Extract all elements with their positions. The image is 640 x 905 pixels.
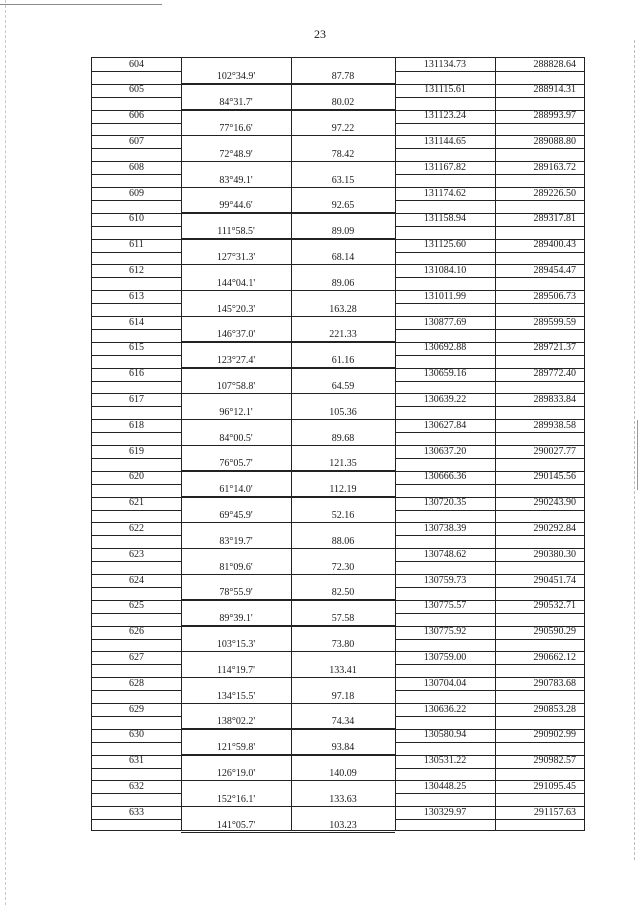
point-number: 626 — [129, 626, 144, 638]
distance-value: 140.09 — [329, 768, 357, 779]
x-coordinate: 130329.97 — [423, 806, 467, 818]
point-number: 633 — [129, 806, 144, 818]
point-number: 625 — [129, 600, 144, 612]
row-rule — [92, 432, 181, 433]
distance-value: 64.59 — [331, 381, 355, 392]
distance-value: 103.23 — [329, 819, 357, 831]
row-rule — [181, 548, 395, 549]
row-rule — [395, 768, 584, 769]
row-rule — [395, 303, 584, 304]
point-number: 605 — [129, 84, 144, 96]
row-rule — [395, 639, 584, 640]
y-coordinate: 289400.43 — [533, 239, 576, 251]
point-number: 627 — [129, 651, 144, 663]
x-coordinate: 130704.04 — [423, 677, 467, 689]
row-rule — [181, 574, 395, 575]
row-rule — [395, 97, 584, 98]
row-rule — [92, 303, 181, 304]
row-rule — [181, 109, 395, 110]
point-number: 617 — [129, 393, 144, 405]
row-rule — [395, 484, 584, 485]
angle-value: 126°19.0' — [216, 768, 256, 779]
row-rule — [181, 703, 395, 704]
row-rule — [181, 135, 395, 136]
angle-value: 69°45.9' — [219, 510, 253, 521]
angle-value: 81°09.6' — [219, 561, 253, 573]
row-rule — [92, 768, 181, 769]
row-rule — [92, 252, 181, 253]
row-rule — [181, 316, 395, 317]
y-coordinate: 290532.71 — [533, 600, 576, 612]
row-rule — [181, 212, 395, 213]
point-number: 631 — [129, 755, 144, 767]
distance-value: 87.78 — [331, 71, 355, 83]
row-rule — [181, 161, 395, 162]
row-rule — [395, 613, 584, 614]
distance-value: 97.18 — [331, 690, 355, 702]
row-rule — [92, 639, 181, 640]
x-coordinate: 130531.22 — [423, 755, 467, 767]
x-coordinate: 130627.84 — [423, 419, 467, 431]
distance-value: 92.65 — [331, 200, 355, 212]
x-coordinate: 130748.62 — [423, 548, 467, 560]
distance-value: 105.36 — [329, 406, 357, 418]
x-coordinate: 131134.73 — [423, 58, 467, 70]
row-rule — [395, 174, 584, 175]
row-rule — [92, 484, 181, 485]
y-coordinate: 288993.97 — [533, 110, 576, 122]
row-rule — [92, 535, 181, 536]
row-rule — [395, 742, 584, 743]
row-rule — [395, 406, 584, 407]
row-rule — [92, 819, 181, 820]
distance-value: 63.15 — [331, 174, 355, 186]
angle-value: 77°16.6' — [219, 123, 253, 134]
point-number: 622 — [129, 522, 144, 534]
x-coordinate: 130636.22 — [423, 703, 467, 715]
row-rule — [181, 522, 395, 523]
point-number: 632 — [129, 780, 144, 792]
x-coordinate: 130580.94 — [423, 729, 467, 741]
row-rule — [92, 716, 181, 717]
point-number: 611 — [129, 239, 144, 251]
y-coordinate: 289599.59 — [533, 316, 576, 328]
y-coordinate: 289088.80 — [533, 135, 576, 147]
row-rule — [181, 754, 395, 755]
distance-value: 68.14 — [331, 252, 355, 263]
angle-value: 89°39.1' — [219, 613, 253, 625]
row-rule — [395, 252, 584, 253]
row-rule — [395, 664, 584, 665]
angle-value: 99°44.6' — [219, 200, 253, 212]
y-coordinate: 290380.30 — [533, 548, 576, 560]
row-rule — [181, 445, 395, 446]
distance-value: 74.34 — [331, 716, 355, 728]
y-coordinate: 290451.74 — [533, 574, 576, 586]
y-coordinate: 289833.84 — [533, 393, 576, 405]
y-coordinate: 288914.31 — [533, 84, 576, 96]
row-rule — [395, 793, 584, 794]
point-number: 609 — [129, 187, 144, 199]
y-coordinate: 290902.99 — [533, 729, 576, 741]
angle-value: 146°37.0' — [216, 329, 256, 341]
row-rule — [92, 123, 181, 124]
x-coordinate: 131174.62 — [423, 187, 467, 199]
point-number: 606 — [129, 110, 144, 122]
point-number: 608 — [129, 161, 144, 173]
angle-value: 145°20.3' — [216, 303, 256, 315]
angle-value: 111°58.5' — [217, 226, 255, 238]
y-coordinate: 290783.68 — [533, 677, 576, 689]
row-rule — [92, 793, 181, 794]
y-coordinate: 289454.47 — [533, 264, 576, 276]
row-rule — [181, 599, 395, 600]
point-number: 620 — [129, 471, 144, 483]
point-number: 621 — [129, 497, 144, 509]
distance-value: 221.33 — [329, 329, 357, 341]
point-number: 607 — [129, 135, 144, 147]
y-coordinate: 290292.84 — [533, 522, 576, 534]
y-coordinate: 289506.73 — [533, 290, 576, 302]
row-rule — [395, 226, 584, 227]
x-coordinate: 131167.82 — [423, 161, 467, 173]
angle-value: 96°12.1' — [219, 406, 253, 418]
angle-value: 144°04.1' — [216, 277, 256, 289]
row-rule — [92, 71, 181, 72]
row-rule — [92, 561, 181, 562]
distance-value: 93.84 — [331, 742, 355, 754]
x-coordinate: 131158.94 — [423, 213, 467, 225]
x-coordinate: 130639.22 — [423, 393, 467, 405]
row-rule — [181, 83, 395, 84]
row-rule — [92, 97, 181, 98]
row-rule — [181, 187, 395, 188]
distance-value: 73.80 — [331, 639, 355, 650]
scan-edge-top — [0, 4, 162, 5]
distance-value: 163.28 — [329, 303, 357, 315]
row-rule — [181, 625, 395, 626]
angle-value: 61°14.0' — [219, 484, 253, 496]
x-coordinate: 130775.92 — [423, 626, 467, 638]
row-rule — [181, 238, 395, 239]
x-coordinate: 130637.20 — [423, 445, 467, 457]
row-rule — [395, 148, 584, 149]
y-coordinate: 289317.81 — [533, 213, 576, 225]
row-rule — [181, 367, 395, 368]
row-rule — [395, 458, 584, 459]
row-rule — [92, 587, 181, 588]
point-number: 623 — [129, 548, 144, 560]
row-rule — [92, 690, 181, 691]
angle-value: 83°19.7' — [219, 535, 253, 547]
y-coordinate: 289721.37 — [533, 342, 576, 354]
y-coordinate: 290243.90 — [533, 497, 576, 509]
y-coordinate: 289772.40 — [533, 368, 576, 380]
angle-value: 84°00.5' — [219, 432, 253, 444]
row-rule — [395, 561, 584, 562]
distance-value: 133.41 — [329, 664, 357, 676]
row-rule — [395, 510, 584, 511]
distance-value: 82.50 — [331, 587, 355, 599]
distance-value: 97.22 — [331, 123, 355, 134]
row-rule — [92, 664, 181, 665]
row-rule — [92, 381, 181, 382]
point-number: 624 — [129, 574, 144, 586]
y-coordinate: 289938.58 — [533, 419, 576, 431]
x-coordinate: 130666.36 — [423, 471, 467, 483]
row-rule — [395, 71, 584, 72]
y-coordinate: 291095.45 — [533, 780, 576, 792]
y-coordinate: 290853.28 — [533, 703, 576, 715]
x-coordinate: 131011.99 — [423, 290, 467, 302]
angle-value: 107°58.8' — [216, 381, 256, 392]
distance-value: 112.19 — [329, 484, 357, 496]
y-coordinate: 290662.12 — [533, 651, 576, 663]
distance-value: 57.58 — [331, 613, 355, 625]
distance-value: 89.68 — [331, 432, 355, 444]
row-rule — [395, 329, 584, 330]
page-number: 23 — [314, 27, 326, 41]
distance-value: 52.16 — [331, 510, 355, 521]
x-coordinate: 131123.24 — [423, 110, 467, 122]
row-rule — [92, 329, 181, 330]
x-coordinate: 131115.61 — [424, 84, 466, 96]
row-rule — [395, 355, 584, 356]
row-rule — [92, 174, 181, 175]
row-rule — [92, 458, 181, 459]
point-number: 618 — [129, 419, 144, 431]
row-rule — [395, 819, 584, 820]
point-number: 610 — [129, 213, 144, 225]
point-number: 628 — [129, 677, 144, 689]
row-rule — [181, 470, 395, 471]
distance-value: 72.30 — [331, 561, 355, 573]
y-coordinate: 290145.56 — [533, 471, 576, 483]
row-rule — [181, 780, 395, 781]
distance-value: 121.35 — [329, 458, 357, 470]
row-rule — [181, 832, 395, 833]
row-rule — [395, 381, 584, 382]
row-rule — [181, 419, 395, 420]
point-number: 629 — [129, 703, 144, 715]
angle-value: 76°05.7' — [219, 458, 253, 470]
angle-value: 121°59.8' — [216, 742, 256, 754]
distance-value: 61.16 — [331, 355, 355, 367]
row-rule — [395, 716, 584, 717]
distance-value: 80.02 — [331, 97, 355, 109]
distance-value: 133.63 — [329, 793, 357, 805]
distance-value: 89.06 — [331, 277, 355, 289]
row-rule — [181, 264, 395, 265]
row-rule — [181, 728, 395, 729]
point-number: 616 — [129, 368, 144, 380]
x-coordinate: 131084.10 — [423, 264, 467, 276]
point-number: 612 — [129, 264, 144, 276]
angle-value: 152°16.1' — [216, 793, 256, 805]
y-coordinate: 290982.57 — [533, 755, 576, 767]
row-rule — [181, 290, 395, 291]
x-coordinate: 130775.57 — [423, 600, 467, 612]
row-rule — [181, 806, 395, 807]
y-coordinate: 289226.50 — [533, 187, 576, 199]
x-coordinate: 130659.16 — [423, 368, 467, 380]
row-rule — [181, 393, 395, 394]
scan-edge-right — [634, 40, 635, 860]
angle-value: 138°02.2' — [216, 716, 256, 728]
x-coordinate: 131125.60 — [423, 239, 467, 251]
row-rule — [181, 651, 395, 652]
point-number: 604 — [129, 58, 144, 70]
row-rule — [395, 587, 584, 588]
angle-value: 127°31.3' — [216, 252, 256, 263]
x-coordinate: 130692.88 — [423, 342, 467, 354]
angle-value: 102°34.9' — [216, 71, 256, 83]
angle-value: 84°31.7' — [219, 97, 253, 109]
row-rule — [92, 613, 181, 614]
coordinate-table — [91, 57, 585, 831]
row-rule — [395, 277, 584, 278]
distance-value: 78.42 — [331, 148, 355, 160]
y-coordinate: 289163.72 — [533, 161, 576, 173]
point-number: 614 — [129, 316, 144, 328]
scan-edge-mark — [637, 420, 638, 490]
row-rule — [92, 226, 181, 227]
row-rule — [181, 496, 395, 497]
row-rule — [181, 341, 395, 342]
angle-value: 134°15.5' — [216, 690, 256, 702]
row-rule — [92, 355, 181, 356]
point-number: 613 — [129, 290, 144, 302]
row-rule — [92, 148, 181, 149]
x-coordinate: 131144.65 — [423, 135, 467, 147]
row-rule — [92, 406, 181, 407]
row-rule — [395, 690, 584, 691]
row-rule — [395, 200, 584, 201]
angle-value: 123°27.4' — [216, 355, 256, 367]
distance-value: 88.06 — [331, 535, 355, 547]
y-coordinate: 288828.64 — [533, 58, 576, 70]
x-coordinate: 130448.25 — [423, 780, 467, 792]
x-coordinate: 130759.73 — [423, 574, 467, 586]
x-coordinate: 130720.35 — [423, 497, 467, 509]
point-number: 619 — [129, 445, 144, 457]
row-rule — [92, 742, 181, 743]
row-rule — [395, 535, 584, 536]
row-rule — [92, 510, 181, 511]
row-rule — [181, 677, 395, 678]
angle-value: 141°05.7' — [216, 819, 256, 831]
angle-value: 103°15.3' — [216, 639, 256, 650]
x-coordinate: 130738.39 — [423, 522, 467, 534]
row-rule — [395, 123, 584, 124]
angle-value: 78°55.9' — [219, 587, 253, 599]
scan-edge-left — [5, 0, 6, 905]
y-coordinate: 290590.29 — [533, 626, 576, 638]
distance-value: 89.09 — [331, 226, 355, 238]
x-coordinate: 130759.00 — [423, 651, 467, 663]
y-coordinate: 291157.63 — [533, 806, 576, 818]
y-coordinate: 290027.77 — [533, 445, 576, 457]
point-number: 615 — [129, 342, 144, 354]
point-number: 630 — [129, 729, 144, 741]
row-rule — [395, 432, 584, 433]
angle-value: 114°19.7' — [217, 664, 255, 676]
angle-value: 83°49.1' — [219, 174, 253, 186]
row-rule — [92, 277, 181, 278]
row-rule — [92, 200, 181, 201]
angle-value: 72°48.9' — [219, 148, 253, 160]
x-coordinate: 130877.69 — [423, 316, 467, 328]
